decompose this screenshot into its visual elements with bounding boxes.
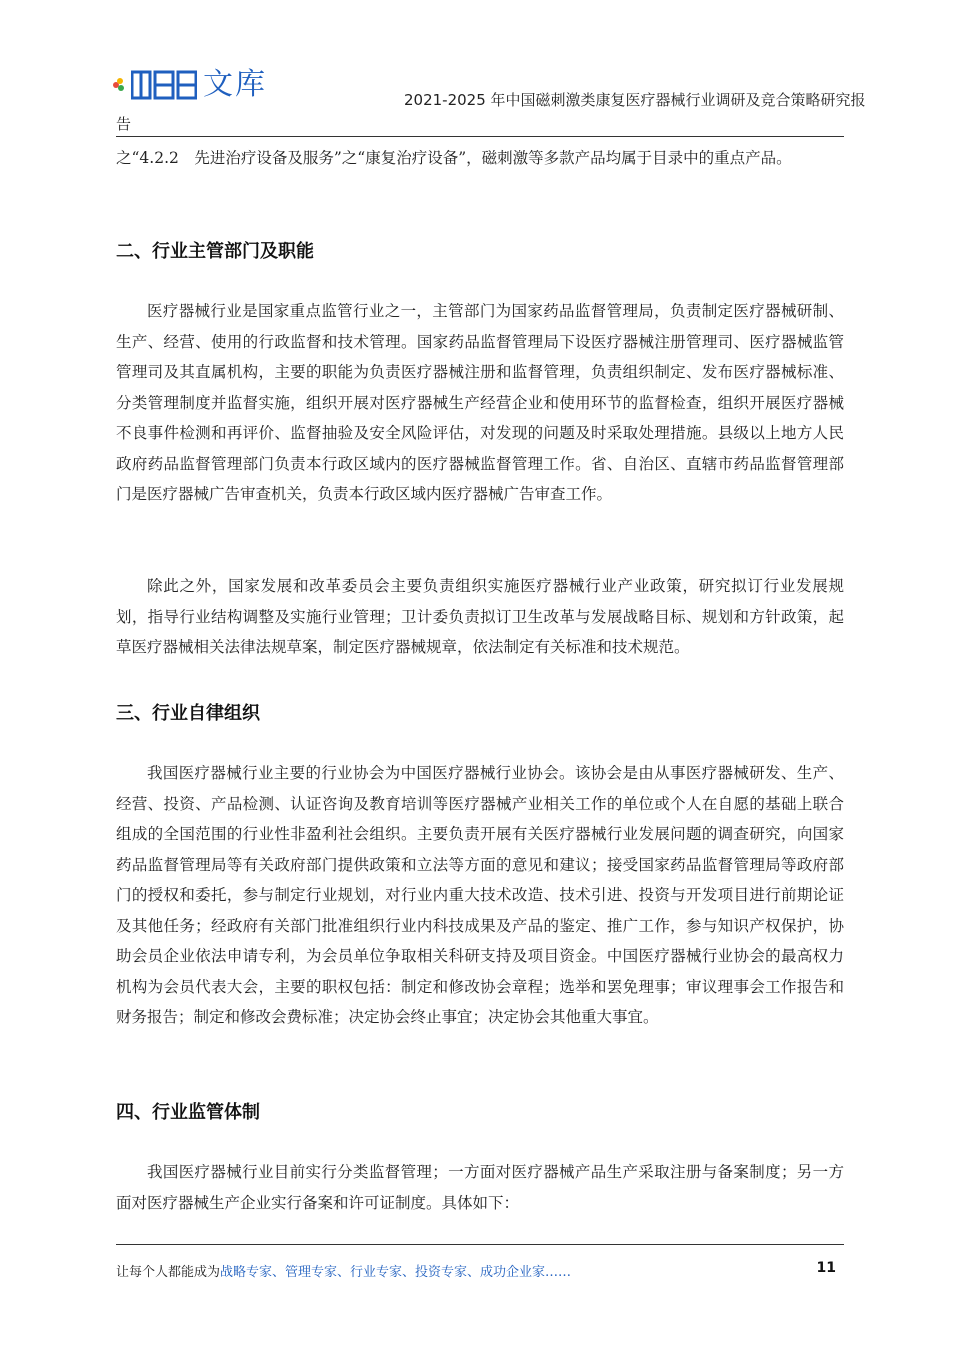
- paragraph-regulators-2: 除此之外，国家发展和改革委员会主要负责组织实施医疗器械行业产业政策，研究拟订行业发展规划，指导行业结构调整及实施行业管理；卫计委负责拟订卫生改革与发展战略目标、规划和方针政策，起草医疗器械相关法律法规草案，制定医疗器械规章，依法制定有关标准和技术规范。: [116, 577, 844, 656]
- document-title-continuation: 告: [116, 115, 132, 133]
- header-divider: [116, 136, 844, 137]
- footer-slogan: [116, 1261, 571, 1280]
- footer-slogan-highlight: 战略专家、管理专家、行业专家、投资专家、成功企业家……: [220, 1265, 572, 1280]
- page-number: 11: [816, 1260, 836, 1276]
- site-logo[interactable]: [113, 67, 267, 102]
- footer-divider: [116, 1244, 844, 1245]
- paragraph-supervision: 我国医疗器械行业目前实行分类监督管理；一方面对医疗器械产品生产采取注册与备案制度；另一方面对医疗器械生产企业实行备案和许可证制度。具体如下：: [116, 1163, 844, 1212]
- footer-slogan-prefix: 让每个人都能成为: [116, 1265, 221, 1280]
- paragraph-regulators-1: 医疗器械行业是国家重点监管行业之一，主管部门为国家药品监督管理局，负责制定医疗器械研制、生产、经营、使用的行政监督和技术管理。国家药品监督管理局下设医疗器械注册管理司、医疗器械监管管理司及其直属机构，主要的职能为负责医疗器械注册和监督管理，负责组织制定、发布医疗器械标准、分类管理制度并监督实施，组织开展对医疗器械生产经营企业和使用环节的监督检查，组织开展医疗器械不良事件检测和再评价、监督抽验及安全风险评估，对发现的问题及时采取处理措施。县级以上地方人民政府药品监督管理部门负责本行政区域内的医疗器械监督管理工作。省、自治区、直辖市药品监督管理部门是医疗器械广告审查机关，负责本行政区域内医疗器械广告审查工作。: [116, 302, 844, 503]
- document-title: 2021-2025 年中国磁刺激类康复医疗器械行业调研及竞合策略研究报: [404, 91, 866, 109]
- paragraph-self-regulation: 我国医疗器械行业主要的行业协会为中国医疗器械行业协会。该协会是由从事医疗器械研发、生产、经营、投资、产品检测、认证咨询及教育培训等医疗器械产业相关工作的单位或个人在自愿的基础上联合组成的全国范围的行业性非盈利社会组织。主要负责开展有关医疗器械行业发展问题的调查研究，向国家药品监督管理局等有关政府部门提供政策和立法等方面的意见和建议；接受国家药品监督管理局等政府部门的授权和委托，参与制定行业规划，对行业内重大技术改造、技术引进、投资与开发项目进行前期论证及其他任务；经政府有关部门批准组织行业内科技成果及产品的鉴定、推广工作，参与知识产权保护，协助会员企业依法申请专利，为会员单位争取相关科研支持及项目资金。中国医疗器械行业协会的最高权力机构为会员代表大会，主要的职权包括：制定和修改协会章程；选举和罢免理事；审议理事会工作报告和财务报告；制定和修改会费标准；决定协会终止事宜；决定协会其他重大事宜。: [116, 764, 844, 1026]
- logo-mark-icon: [131, 70, 197, 100]
- section-heading-supervision: 四、行业监管体制: [116, 1102, 260, 1123]
- logo-dots-icon: [113, 78, 127, 92]
- intro-paragraph: 之“4.2.2 先进治疗设备及服务”之“康复治疗设备”，磁刺激等多款产品均属于目录中的重点产品。: [116, 149, 792, 167]
- section-heading-self-regulation: 三、行业自律组织: [116, 703, 260, 724]
- logo-text: 文库: [203, 67, 267, 102]
- section-heading-regulators: 二、行业主管部门及职能: [116, 241, 314, 262]
